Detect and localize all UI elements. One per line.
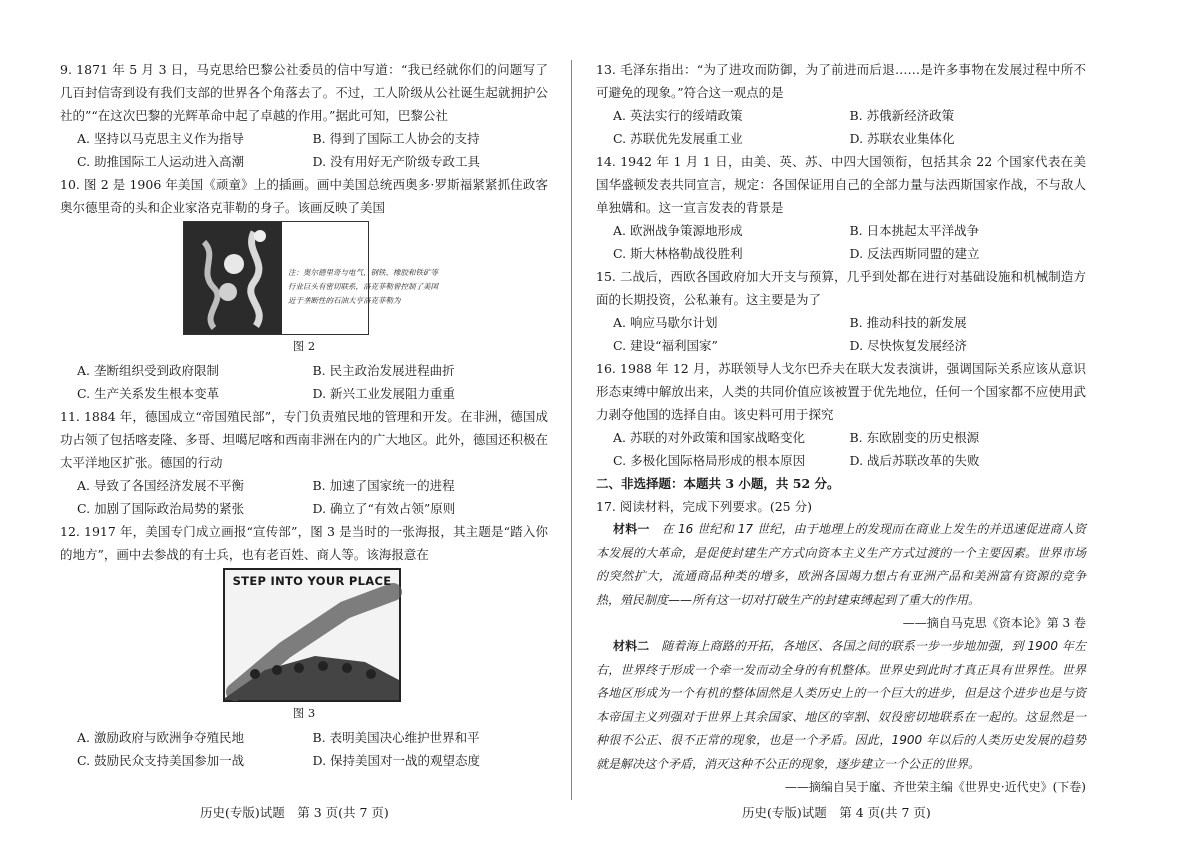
material-1 (596, 518, 1086, 612)
option: D. 战后苏联改革的失败 (849, 453, 980, 468)
question-15-options (596, 311, 1086, 357)
question-14-stem: 14. 1942 年 1 月 1 日，由美、英、苏、中四大国领衔，包括其余 22 个国家代表在美国华盛顿发表共同宣言，规定：各国保证用自己的全部力量与法西斯国家作战，不与敌人单独媾和。这一宣言发表的背景是 (596, 154, 1086, 215)
option: D. 苏联农业集体化 (849, 131, 955, 146)
question-17-stem: 17. 阅读材料，完成下列要求。(25 分) (596, 499, 812, 514)
question-11-stem: 11. 1884 年，德国成立“帝国殖民部”，专门负责殖民地的管理和开发。在非洲，德国成功占领了包括喀麦隆、多哥、坦噶尼喀和西南非洲在内的广大地区。此外，德国还积极在太平洋地区扩张。德国的行动 (60, 409, 548, 470)
option: D. 反法西斯同盟的建立 (849, 246, 980, 261)
option: C. 建设“福利国家” (613, 338, 718, 353)
option: C. 多极化国际格局形成的根本原因 (613, 453, 806, 468)
poster-crowd-drawing (225, 570, 399, 700)
option: B. 苏俄新经济政策 (849, 108, 955, 123)
question-9-stem: 9. 1871 年 5 月 3 日，马克思给巴黎公社委员的信中写道：“我已经就你们的问题写了几百封信寄到设有我们支部的世界各个角落去了。不过，工人阶级从公社诞生起就拥护公社的”“在这次巴黎的光辉革命中起了卓越的作用。”据此可知，巴黎公社 (60, 62, 548, 123)
question-13-stem: 13. 毛泽东指出：“为了进攻而防御，为了前进而后退……是许多事物在发展过程中所不可避免的现象。”符合这一观点的是 (596, 62, 1086, 100)
question-10-options (60, 359, 548, 405)
cartoon-figures (184, 222, 282, 334)
option: B. 推动科技的新发展 (849, 315, 967, 330)
question-14-options (596, 219, 1086, 265)
right-page-footer: 历史(专版)试题 第 4 页(共 7 页) (742, 805, 931, 820)
question-15-stem: 15. 二战后，西欧各国政府加大开支与预算，几乎到处都在进行对基础设施和机械制造方面的长期投资，公私兼有。这主要是为了 (596, 269, 1086, 307)
section-heading: 二、非选择题：本题共 3 小题，共 52 分。 (596, 476, 840, 491)
question-16-stem: 16. 1988 年 12 月，苏联领导人戈尔巴乔夫在联大发表演讲，强调国际关系应该从意识形态束缚中解放出来，人类的共同价值应该被置于优先地位，任何一个国家都不应使用武力剥夺他国的选择自由。该史料可用于探究 (596, 361, 1086, 422)
question-16-options (596, 426, 1086, 472)
question-10-stem: 10. 图 2 是 1906 年美国《顽童》上的插画。画中美国总统西奥多·罗斯福紧紧抓住政客奥尔德里奇的头和企业家洛克菲勒的身子。该画反映了美国 (60, 177, 548, 215)
left-page (60, 58, 548, 772)
poster-title: STEP INTO YOUR PLACE (232, 574, 392, 588)
left-page-footer: 历史(专版)试题 第 3 页(共 7 页) (200, 805, 389, 820)
option: C. 助推国际工人运动进入高潮 (77, 154, 245, 169)
option: B. 民主政治发展进程曲折 (312, 363, 455, 378)
option: D. 保持美国对一战的观望态度 (312, 753, 481, 768)
option: B. 日本挑起太平洋战争 (849, 223, 980, 238)
material-1-label: 材料一 (613, 522, 650, 536)
material-1-source: ——摘自马克思《资本论》第 3 卷 (902, 616, 1086, 630)
option: A. 垄断组织受到政府限制 (77, 363, 219, 378)
option: D. 没有用好无产阶级专政工具 (312, 154, 481, 169)
question-9-options (60, 127, 548, 173)
option: B. 东欧剧变的历史根源 (849, 430, 980, 445)
option: A. 英法实行的绥靖政策 (613, 108, 743, 123)
right-page (596, 58, 1086, 799)
material-2-text: 随着海上商路的开拓，各地区、各国之间的联系一步一步地加强，到 1900 年左右，世界终于形成一个牵一发而动全身的有机整体。世界史到此时才真正具有世界性。世界各地区形成为一个有机的整体固然是人类历史上的一个巨大的进步，但是这个进步也是与资本帝国主义列强对于世界上其余国家、地区的宰割、奴役密切地联系在一起的。这显然是一种很不公正、很不正常的现象，也是一个矛盾。因此，1900 年以后的人类历史发展的趋势就是解决这个矛盾，消灭这种不公正的现象，逐步建立一个公正的世界。 (596, 639, 1086, 771)
poster-image (223, 568, 401, 702)
cartoon-illustration (183, 221, 438, 335)
option: C. 加剧了国际政治局势的紧张 (77, 501, 245, 516)
question-12-stem: 12. 1917 年，美国专门成立画报“宣传部”，图 3 是当时的一张海报，其主题是“踏入你的地方”，画中去参战的有士兵，也有老百姓、商人等。该海报意在 (60, 524, 548, 562)
material-1-text: 在 16 世纪和 17 世纪，由于地理上的发现而在商业上发生的并迅速促进商人资本发展的大革命，是促使封建生产方式向资本主义生产方式过渡的一个主要因素。世界市场的突然扩大，流通商品种类的增多，欧洲各国竭力想占有亚洲产品和美洲富有资源的竞争热，殖民制度——所有这一切对打破生产的封建束缚起到了重大的作用。 (596, 522, 1086, 607)
cartoon-drawing (184, 222, 282, 334)
material-2-source: ——摘编自吴于廑、齐世荣主编《世界史·近代史》(下卷) (784, 780, 1086, 794)
material-2-label: 材料二 (613, 639, 650, 653)
option: D. 尽快恢复发展经济 (849, 338, 968, 353)
option: A. 苏联的对外政策和国家战略变化 (613, 430, 805, 445)
option: D. 确立了“有效占领”原则 (312, 501, 456, 516)
option: B. 表明美国决心维护世界和平 (312, 730, 480, 745)
option: C. 鼓励民众支持美国参加一战 (77, 753, 245, 768)
figure-3 (60, 568, 548, 722)
option: A. 激励政府与欧洲争夺殖民地 (77, 730, 244, 745)
option: C. 斯大林格勒战役胜利 (613, 246, 743, 261)
option: A. 欧洲战争策源地形成 (613, 223, 743, 238)
page-divider (571, 60, 572, 800)
question-13-options (596, 104, 1086, 150)
option: A. 坚持以马克思主义作为指导 (77, 131, 244, 146)
option: B. 得到了国际工人协会的支持 (312, 131, 480, 146)
material-2 (596, 635, 1086, 776)
figure-2 (60, 221, 548, 355)
figure-3-caption: 图 3 (292, 706, 316, 720)
option: A. 响应马歇尔计划 (613, 315, 718, 330)
option: C. 生产关系发生根本变革 (77, 386, 220, 401)
question-11-options (60, 474, 548, 520)
option: C. 苏联优先发展重工业 (613, 131, 743, 146)
option: D. 新兴工业发展阻力重重 (312, 386, 456, 401)
figure-2-note: 注：奥尔德里奇与电气、钢铁、橡胶和铁矿等行业巨头有密切联系，洛克菲勒曾控制了美国近于垄断性的石油大亨洛克菲勒为 (288, 268, 438, 305)
question-12-options (60, 726, 548, 772)
option: A. 导致了各国经济发展不平衡 (77, 478, 244, 493)
option: B. 加速了国家统一的进程 (312, 478, 455, 493)
figure-2-caption: 图 2 (292, 339, 316, 353)
